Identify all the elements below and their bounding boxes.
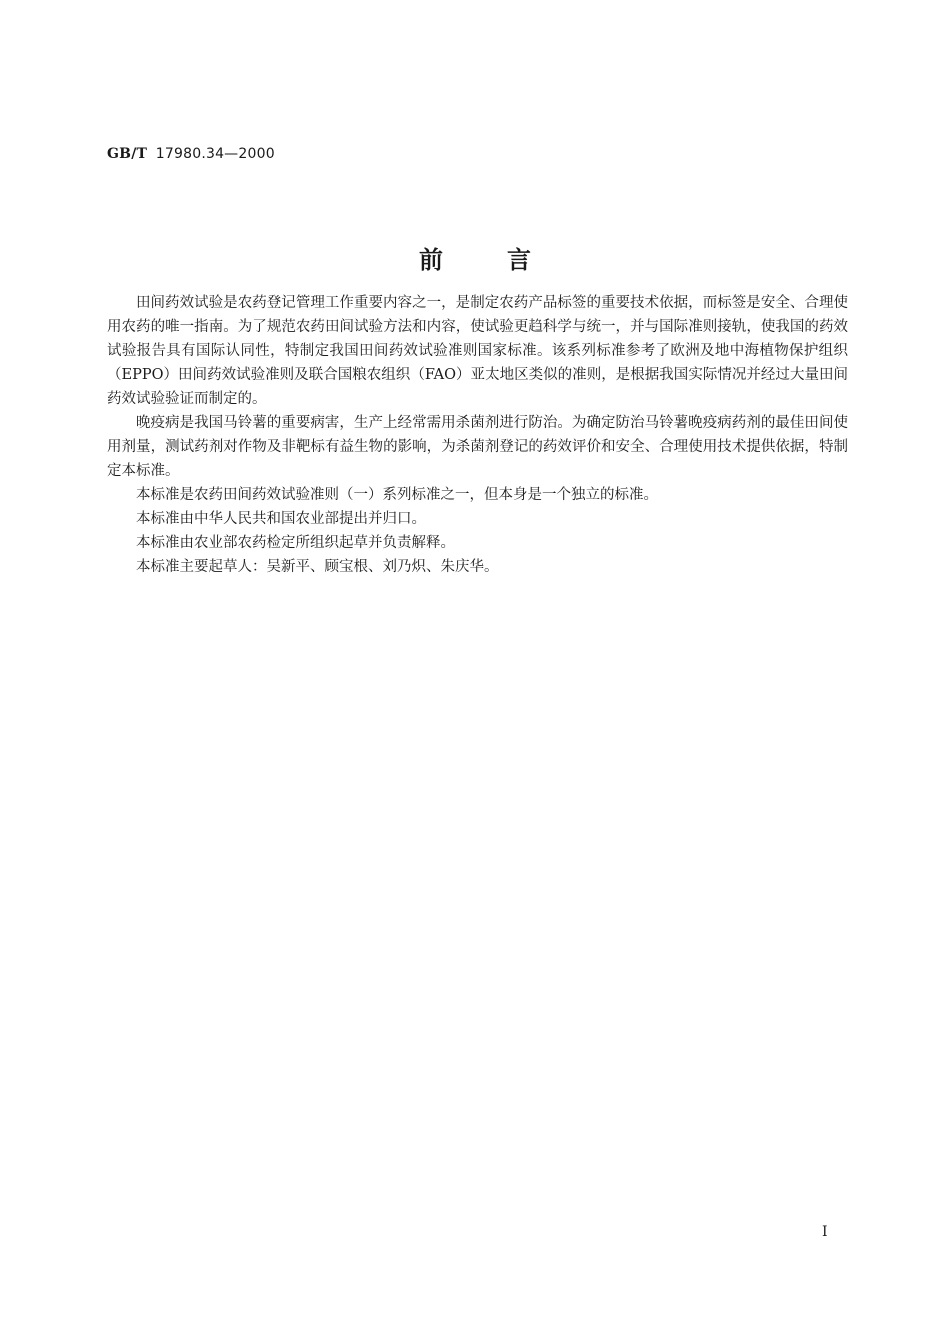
- paragraph-6: 本标准主要起草人：吴新平、顾宝根、刘乃炽、朱庆华。: [136, 559, 499, 575]
- standard-code: GB/T: [107, 146, 148, 162]
- standard-number-header: [107, 146, 275, 162]
- page-title: [0, 240, 950, 275]
- page-number: I: [822, 1224, 828, 1240]
- standard-number: 17980.34—2000: [155, 146, 275, 162]
- paragraph-2: 晚疫病是我国马铃薯的重要病害，生产上经常需用杀菌剂进行防治。为确定防治马铃薯晚疫病药剂的最佳田间使用剂量，测试药剂对作物及非靶标有益生物的影响，为杀菌剂登记的药效评价和安全、合理使用技术提供依据，特制定本标准。: [107, 415, 848, 479]
- title-char-1: 前: [419, 246, 443, 274]
- paragraph-5: 本标准由农业部农药检定所组织起草并负责解释。: [136, 535, 455, 551]
- title-char-2: 言: [507, 246, 531, 274]
- foreword-body: [107, 291, 848, 579]
- paragraph-4: 本标准由中华人民共和国农业部提出并归口。: [136, 511, 426, 527]
- paragraph-1: 田间药效试验是农药登记管理工作重要内容之一，是制定农药产品标签的重要技术依据，而标签是安全、合理使用农药的唯一指南。为了规范农药田间试验方法和内容，使试验更趋科学与统一，并与国际准则接轨，使我国的药效试验报告具有国际认同性，特制定我国田间药效试验准则国家标准。该系列标准参考了欧洲及地中海植物保护组织（EPPO）田间药效试验准则及联合国粮农组织（FAO）亚太地区类似的准则，是根据我国实际情况并经过大量田间药效试验验证而制定的。: [107, 295, 848, 407]
- paragraph-3: 本标准是农药田间药效试验准则（一）系列标准之一，但本身是一个独立的标准。: [136, 487, 658, 503]
